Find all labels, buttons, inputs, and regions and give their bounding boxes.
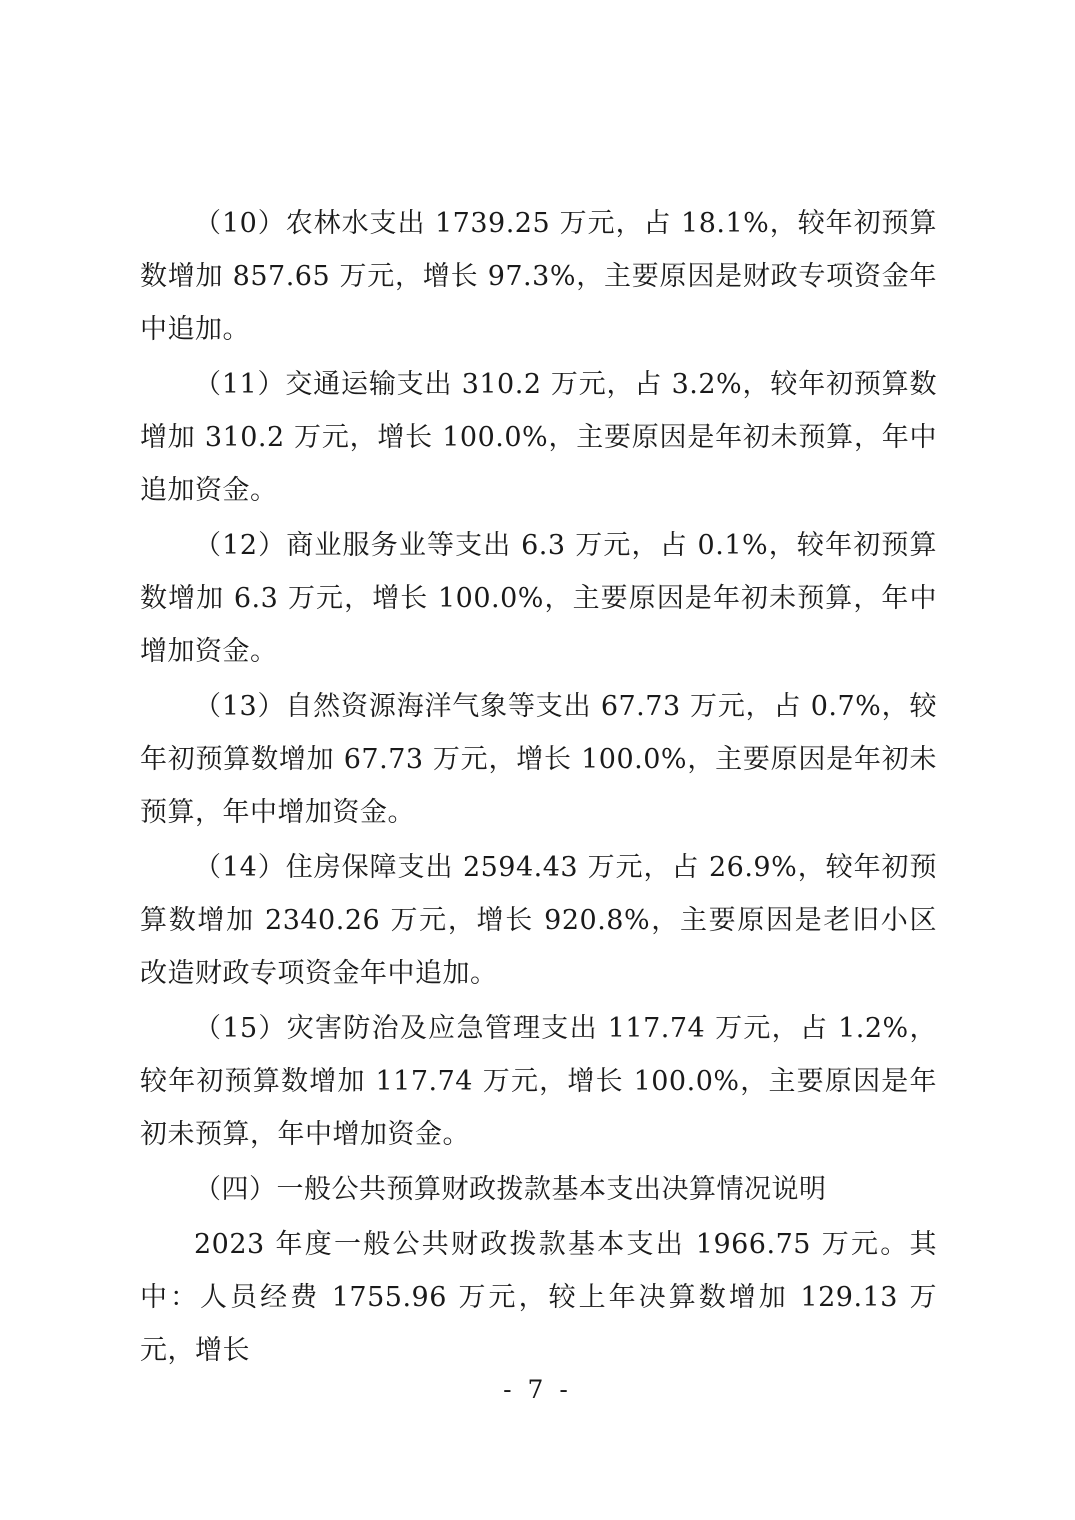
paragraph-housing-security: （14）住房保障支出 2594.43 万元，占 26.9%，较年初预算数增加 2340.26 万元，增长 920.8%，主要原因是老旧小区改造财政专项资金年中追加。 — [140, 852, 937, 989]
paragraph-agriculture-forestry-water: （10）农林水支出 1739.25 万元，占 18.1%，较年初预算数增加 857.65 万元，增长 97.3%，主要原因是财政专项资金年中追加。 — [140, 208, 937, 345]
paragraph-natural-resources: （13）自然资源海洋气象等支出 67.73 万元，占 0.7%，较年初预算数增加 67.73 万元，增长 100.0%，主要原因是年初未预算，年中增加资金。 — [140, 691, 937, 828]
paragraph-disaster-prevention: （15）灾害防治及应急管理支出 117.74 万元，占 1.2%，较年初预算数增加 117.74 万元，增长 100.0%，主要原因是年初未预算，年中增加资金。 — [140, 1013, 937, 1150]
paragraph-basic-expenditure: 2023 年度一般公共财政拨款基本支出 1966.75 万元。其中：人员经费 1755.96 万元，较上年决算数增加 129.13 万元，增长 — [140, 1229, 937, 1366]
page-number: - 7 - — [503, 1375, 572, 1404]
paragraph-transportation: （11）交通运输支出 310.2 万元，占 3.2%，较年初预算数增加 310.2 万元，增长 100.0%，主要原因是年初未预算，年中追加资金。 — [140, 369, 937, 506]
document-body — [140, 197, 937, 1379]
paragraph-commercial-services: （12）商业服务业等支出 6.3 万元，占 0.1%，较年初预算数增加 6.3 万元，增长 100.0%，主要原因是年初未预算，年中增加资金。 — [140, 530, 937, 667]
section-heading: （四）一般公共预算财政拨款基本支出决算情况说明 — [194, 1174, 827, 1205]
